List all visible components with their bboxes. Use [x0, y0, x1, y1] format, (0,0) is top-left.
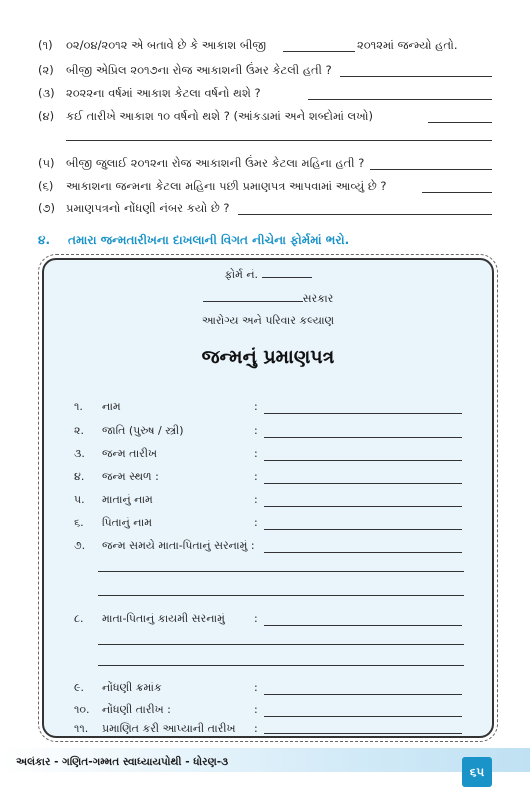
field-colon: :: [254, 424, 258, 437]
question-number: (૬): [38, 179, 54, 193]
answer-line-3[interactable]: [308, 99, 492, 100]
department: આરોગ્ય અને પરિવાર કલ્યાણ: [201, 314, 335, 327]
question-number: (૧): [38, 38, 53, 52]
field-label: પ્રમાણિત કરી આપ્યાની તારીખ: [102, 722, 236, 735]
field-colon: :: [254, 470, 258, 483]
field-input-line[interactable]: [264, 437, 462, 438]
question-1-suffix: [357, 38, 458, 53]
section-title: તમારા જન્મતારીખના દાખલાની વિગત નીચેના ફોર્મમાં ભરો.: [68, 233, 350, 247]
govt-row: [44, 292, 492, 306]
field-colon: :: [254, 703, 258, 716]
field-row: [74, 400, 121, 414]
address-line[interactable]: [98, 644, 464, 645]
field-input-line[interactable]: [264, 483, 462, 484]
answer-line-7[interactable]: [238, 214, 492, 215]
form-number-label: ફોર્મ નં.: [224, 268, 259, 281]
field-number: ૧.: [74, 400, 83, 413]
field-colon: :: [254, 722, 258, 735]
address-line[interactable]: [98, 595, 464, 596]
question-7: [38, 201, 230, 216]
field-input-line[interactable]: [264, 413, 462, 414]
field-colon: :: [254, 516, 258, 529]
question-number: (૪): [38, 109, 55, 123]
field-label: નોંધણી તારીખ :: [102, 703, 171, 716]
section-number: ૪.: [38, 233, 50, 247]
question-text: આકાશના જન્મના કેટલા મહિના પછી પ્રમાણપત્ર આપવામાં આવ્યું છે ?: [66, 179, 387, 193]
question-text: ૨૦૨૨ના વર્ષમાં આકાશ કેટલા વર્ષનો થશે ?: [66, 86, 261, 100]
question-text-suffix: ૨૦૧૨માં જન્મ્યો હતો.: [357, 38, 458, 52]
question-number: (૭): [38, 201, 55, 215]
section-heading: [38, 233, 349, 248]
birth-certificate-form: [42, 258, 494, 738]
field-label: જન્મ સ્થળ :: [102, 470, 159, 483]
field-number: ૧૦.: [74, 703, 90, 716]
field-input-line[interactable]: [264, 733, 462, 734]
question-5: [38, 156, 364, 171]
field-colon: :: [254, 400, 258, 413]
answer-line-6[interactable]: [422, 192, 492, 193]
field-label: જન્મ તારીખ: [102, 447, 158, 460]
page-number: ૬૫: [462, 757, 492, 787]
field-row: [74, 447, 157, 461]
question-6: [38, 179, 387, 194]
field-number: ૩.: [74, 447, 85, 460]
field-number: ૪.: [74, 470, 85, 483]
question-4: [38, 109, 373, 124]
answer-line-5[interactable]: [370, 169, 492, 170]
address-line[interactable]: [98, 665, 464, 666]
govt-line[interactable]: [203, 301, 303, 302]
field-row: [74, 612, 225, 626]
field-number: પ.: [74, 493, 85, 506]
govt-label: સરકાર: [302, 292, 334, 305]
question-text: કઈ તારીખે આકાશ ૧૦ વર્ષનો થશે ? (આંકડામાં અને શબ્દોમાં લખો): [66, 109, 374, 123]
field-input-line[interactable]: [264, 460, 462, 461]
form-title: જન્મનું પ્રમાણપત્ર: [201, 346, 335, 368]
field-number: ૧૧.: [74, 722, 89, 735]
field-label: નોંધણી ક્રમાંક: [102, 681, 162, 694]
field-number: ૬.: [74, 516, 84, 529]
field-label: માતાનું નામ: [102, 493, 153, 506]
footer-text: અલંકાર - ગણિત-ગમ્મત સ્વાધ્યાયપોથી - ધોરણ-૩: [16, 756, 229, 768]
field-number: ૨.: [74, 424, 84, 437]
question-text: બીજી એપ્રિલ ૨૦૧૭ના રોજ આકાશની ઉંમર કેટલી હતી ?: [66, 63, 332, 77]
field-label: જાતિ (પુરુષ / સ્ત્રી): [102, 424, 184, 437]
field-input-line[interactable]: [264, 625, 462, 626]
field-input-line[interactable]: [264, 552, 462, 553]
field-number: ૭.: [74, 539, 86, 552]
field-input-line[interactable]: [264, 694, 462, 695]
field-row: [74, 722, 236, 736]
field-label: જન્મ સમયે માતા-પિતાનું સરનામું :: [102, 539, 255, 552]
field-row: [74, 516, 152, 530]
question-text: બીજી જુલાઈ ૨૦૧૨ના રોજ આકાશની ઉંમર કેટલા મહિના હતી ?: [66, 156, 365, 170]
field-label: માતા-પિતાનું કાયમી સરનામું: [102, 612, 225, 625]
field-row: [74, 493, 153, 507]
field-colon: :: [254, 493, 258, 506]
field-row: [74, 539, 255, 553]
answer-line-1[interactable]: [283, 51, 355, 52]
answer-line-2[interactable]: [340, 76, 492, 77]
question-number: (૩): [38, 86, 55, 100]
question-2: [38, 63, 332, 78]
question-text: પ્રમાણપત્રનો નોંધણી નંબર કયો છે ?: [66, 201, 230, 215]
question-number: (૨): [38, 63, 54, 77]
form-number-line[interactable]: [262, 277, 312, 278]
field-input-line[interactable]: [264, 529, 462, 530]
question-text: ૦૨/૦૪/૨૦૧૨ એ બતાવે છે કે આકાશ બીજી: [66, 38, 267, 52]
field-row: [74, 470, 159, 484]
field-input-line[interactable]: [264, 506, 462, 507]
question-1: [38, 38, 266, 53]
field-number: ૮.: [74, 612, 84, 625]
answer-line-4a[interactable]: [428, 122, 492, 123]
field-label: નામ: [102, 400, 121, 413]
field-row: [74, 681, 162, 695]
field-colon: :: [254, 612, 258, 625]
address-line[interactable]: [98, 571, 464, 572]
answer-line-4b[interactable]: [66, 140, 492, 141]
field-label: પિતાનું નામ: [102, 516, 152, 529]
field-input-line[interactable]: [264, 716, 462, 717]
field-number: ૯.: [74, 681, 85, 694]
field-row: [74, 703, 171, 717]
field-colon: :: [254, 447, 258, 460]
form-number-row: [44, 268, 492, 282]
field-colon: :: [254, 681, 258, 694]
page-footer: [0, 748, 530, 795]
field-row: [74, 424, 184, 438]
question-number: (૫): [38, 156, 55, 170]
question-3: [38, 86, 261, 101]
